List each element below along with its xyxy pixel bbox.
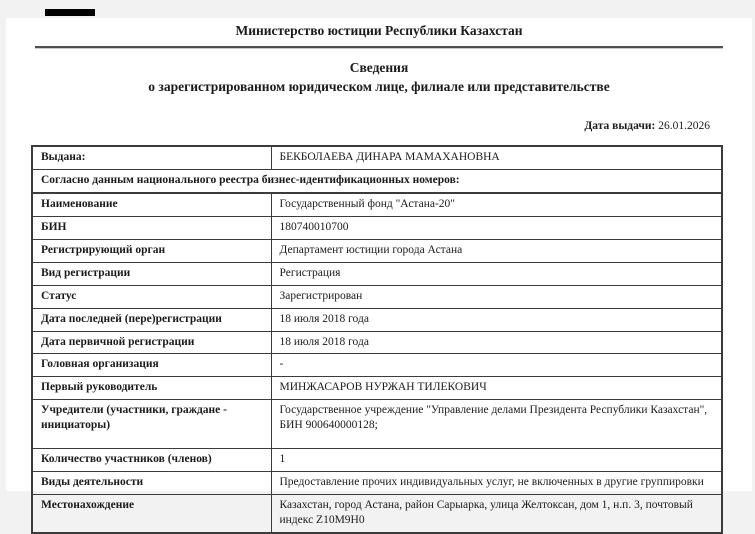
issue-date-value: 26.01.2026 <box>658 120 710 132</box>
corner-redaction-mark <box>45 9 95 16</box>
row-label: Наименование <box>32 193 271 216</box>
row-value: Государственное учреждение "Управление делами Президента Республики Казахстан", БИН 900640000128; <box>271 400 722 449</box>
row-label: Дата первичной регистрации <box>32 331 271 354</box>
row-label: Статус <box>32 285 271 308</box>
table-row-last-registration-date <box>32 308 722 331</box>
issue-date <box>6 120 752 132</box>
table-row-activity-types <box>32 472 722 495</box>
row-value: Зарегистрирован <box>271 285 722 308</box>
row-value: 180740010700 <box>271 216 722 239</box>
row-label: Виды деятельности <box>32 472 271 495</box>
row-value: 18 июля 2018 года <box>271 308 722 331</box>
row-label: Выдана: <box>32 146 271 169</box>
table-row-parent-organization <box>32 354 722 377</box>
table-row-initial-registration-date <box>32 331 722 354</box>
document-title <box>6 58 752 97</box>
table-row-first-head <box>32 377 722 400</box>
row-label: Дата последней (пере)регистрации <box>32 308 271 331</box>
issue-date-label: Дата выдачи: <box>584 120 656 132</box>
document-page <box>6 18 752 526</box>
row-label: Вид регистрации <box>32 262 271 285</box>
table-row-name <box>32 193 722 216</box>
row-value: МИНЖАСАРОВ НУРЖАН ТИЛЕКОВИЧ <box>271 377 722 400</box>
row-value: Предоставление прочих индивидуальных услуг, не включенных в другие группировки <box>271 472 722 495</box>
row-value: 18 июля 2018 года <box>271 331 722 354</box>
row-label: Количество участников (членов) <box>32 449 271 472</box>
table-section-row <box>32 169 722 192</box>
row-value: Государственный фонд "Астана-20" <box>271 193 722 216</box>
row-value: 1 <box>271 449 722 472</box>
row-value: Регистрация <box>271 262 722 285</box>
table-row-participants-count <box>32 449 722 472</box>
table-row-location <box>32 495 722 533</box>
header-divider <box>35 46 723 49</box>
row-label: Регистрирующий орган <box>32 239 271 262</box>
table-row-status <box>32 285 722 308</box>
row-label: Первый руководитель <box>32 377 271 400</box>
row-label: БИН <box>32 216 271 239</box>
table-row-bin <box>32 216 722 239</box>
table-row-issued-to <box>32 146 722 169</box>
row-label: Головная организация <box>32 354 271 377</box>
table-row-registration-type <box>32 262 722 285</box>
row-value: Казахстан, город Астана, район Сарыарка, улица Желтоксан, дом 1, н.п. 3, почтовый индекс Z10M9H0 <box>271 495 722 533</box>
document-title-line2: о зарегистрированном юридическом лице, филиале или представительстве <box>148 79 610 95</box>
table-row-founders <box>32 400 722 449</box>
registration-details-table <box>31 145 723 534</box>
row-label: Учредители (участники, граждане - инициаторы) <box>32 400 271 449</box>
section-text: Согласно данным национального реестра бизнес-идентификационных номеров: <box>32 169 722 192</box>
row-value: БЕКБОЛАЕВА ДИНАРА МАМАХАНОВНА <box>271 146 722 169</box>
row-value: Департамент юстиции города Астана <box>271 239 722 262</box>
table-row-registering-authority <box>32 239 722 262</box>
row-value: - <box>271 354 722 377</box>
document-title-line1: Сведения <box>349 59 409 75</box>
row-label: Местонахождение <box>32 495 271 533</box>
ministry-header: Министерство юстиции Республики Казахстан <box>235 23 523 38</box>
